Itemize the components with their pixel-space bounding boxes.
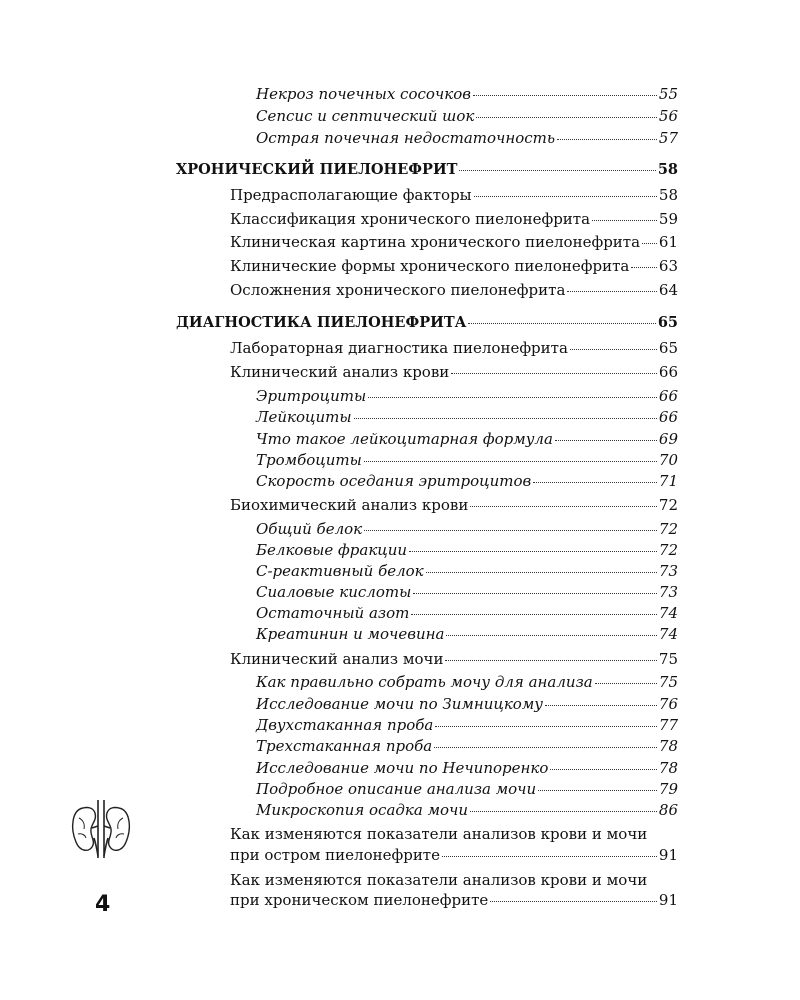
- dot-leader: [364, 530, 657, 531]
- dot-leader: [426, 572, 657, 573]
- toc-entry-page: 61: [658, 233, 678, 251]
- dot-leader: [413, 593, 657, 594]
- toc-entry[interactable]: [256, 737, 678, 755]
- toc-entry-page: 91: [658, 846, 678, 864]
- dot-leader: [490, 901, 657, 902]
- toc-entry-title-line1: Как изменяются показатели анализов крови и мочи: [230, 871, 648, 889]
- toc-entry-page: 72: [658, 520, 678, 538]
- toc-entry-title: Как правильно собрать мочу для анализа: [256, 673, 593, 691]
- dot-leader: [435, 726, 657, 727]
- toc-entry[interactable]: [230, 363, 678, 381]
- toc-entry-page: 58: [657, 161, 678, 178]
- dot-leader: [445, 660, 656, 661]
- toc-entry-page: 56: [658, 107, 678, 125]
- toc-entry-page: 69: [658, 430, 678, 448]
- dot-leader: [474, 196, 657, 197]
- dot-leader: [470, 506, 657, 507]
- toc-entry[interactable]: [256, 129, 678, 147]
- dot-leader: [446, 635, 656, 636]
- toc-entry[interactable]: [256, 716, 678, 734]
- toc-entry-title: Некроз почечных сосочков: [256, 85, 471, 103]
- toc-entry-title: Что такое лейкоцитарная формула: [256, 430, 553, 448]
- toc-entry-title: Исследование мочи по Нечипоренко: [256, 759, 549, 777]
- dot-leader: [557, 139, 657, 140]
- toc-entry-title: Сепсис и септический шок: [256, 107, 475, 125]
- dot-leader: [442, 856, 657, 857]
- toc-entry[interactable]: [256, 583, 678, 601]
- toc-entry[interactable]: [256, 107, 678, 125]
- toc-entry[interactable]: [256, 541, 678, 559]
- toc-entry-page: 86: [658, 801, 678, 819]
- dot-leader: [570, 349, 657, 350]
- dot-leader: [409, 551, 657, 552]
- toc-entry-title-line1: Как изменяются показатели анализов крови и мочи: [230, 825, 648, 843]
- toc-entry-page: 57: [658, 129, 678, 147]
- toc-entry-title: Исследование мочи по Зимницкому: [256, 695, 543, 713]
- dot-leader: [470, 811, 657, 812]
- toc-entry-page: 64: [658, 281, 678, 299]
- toc-entry-title: Подробное описание анализа мочи: [256, 780, 537, 798]
- toc-entry-page: 72: [658, 541, 678, 559]
- toc-entry-title: Скорость оседания эритроцитов: [256, 472, 532, 490]
- toc-entry-page: 73: [658, 562, 678, 580]
- toc-entry-page: 72: [658, 496, 678, 514]
- dot-leader: [411, 614, 657, 615]
- toc-entry[interactable]: [256, 604, 678, 622]
- toc-entry[interactable]: [256, 801, 678, 819]
- toc-entry[interactable]: [256, 562, 678, 580]
- dot-leader: [354, 418, 657, 419]
- toc-entry-page: 79: [658, 780, 678, 798]
- toc-entry-title: Классификация хронического пиелонефрита: [230, 210, 591, 228]
- dot-leader: [476, 117, 657, 118]
- dot-leader: [434, 747, 657, 748]
- toc-entry-title: Осложнения хронического пиелонефрита: [230, 281, 566, 299]
- toc-entry-title: Эритроциты: [256, 387, 367, 405]
- toc-entry[interactable]: [256, 451, 678, 469]
- toc-entry[interactable]: [256, 780, 678, 798]
- dot-leader: [592, 220, 657, 221]
- toc-section-title: ХРОНИЧЕСКИЙ ПИЕЛОНЕФРИТ: [176, 161, 458, 178]
- toc-entry-title: Острая почечная недостаточность: [256, 129, 556, 147]
- toc-entry-page: 65: [657, 314, 678, 331]
- toc-entry[interactable]: [256, 695, 678, 713]
- toc-entry-title: Двухстаканная проба: [256, 716, 434, 734]
- toc-entry-page: 75: [658, 650, 678, 668]
- toc-entry-title: Сиаловые кислоты: [256, 583, 412, 601]
- toc-entry-page: 70: [658, 451, 678, 469]
- toc-entry-title: Предрасполагающие факторы: [230, 186, 472, 204]
- toc-entry-page: 73: [658, 583, 678, 601]
- dot-leader: [473, 95, 657, 96]
- dot-leader: [567, 291, 657, 292]
- toc-entry-title: Клинический анализ крови: [230, 363, 450, 381]
- toc-entry[interactable]: [230, 496, 678, 514]
- dot-leader: [545, 705, 657, 706]
- dot-leader: [538, 790, 657, 791]
- page-number: 4: [95, 892, 111, 917]
- toc-section-title: ДИАГНОСТИКА ПИЕЛОНЕФРИТА: [176, 314, 467, 331]
- toc-entry-title: Трехстаканная проба: [256, 737, 433, 755]
- toc-section-heading[interactable]: [176, 314, 678, 332]
- dot-leader: [642, 243, 657, 244]
- toc-entry-title: Клинические формы хронического пиелонефрита: [230, 257, 630, 275]
- toc-entry[interactable]: [230, 281, 678, 299]
- toc-entry-title: Общий белок: [256, 520, 363, 538]
- toc-entry-title: Тромбоциты: [256, 451, 362, 469]
- toc-entry-page: 78: [658, 759, 678, 777]
- toc-entry[interactable]: [230, 891, 678, 909]
- toc-section-heading[interactable]: [176, 161, 678, 179]
- toc-entry[interactable]: [230, 186, 678, 204]
- dot-leader: [533, 482, 657, 483]
- toc-entry-title: Остаточный азот: [256, 604, 410, 622]
- toc-entry[interactable]: [230, 339, 678, 357]
- toc-entry-title: Биохимический анализ крови: [230, 496, 469, 514]
- toc-entry-page: 63: [658, 257, 678, 275]
- toc-entry-title: Белковые фракции: [256, 541, 408, 559]
- dot-leader: [550, 769, 657, 770]
- toc-entry-title: С-реактивный белок: [256, 562, 424, 580]
- toc-entry[interactable]: [256, 472, 678, 490]
- toc-entry[interactable]: [256, 673, 678, 691]
- toc-entry[interactable]: [230, 257, 678, 275]
- toc-entry-title: Клинический анализ мочи: [230, 650, 444, 668]
- dot-leader: [451, 373, 657, 374]
- dot-leader: [364, 461, 657, 462]
- toc-entry[interactable]: [256, 625, 678, 643]
- toc-entry-title: Лабораторная диагностика пиелонефрита: [230, 339, 568, 357]
- toc-entry-title: Микроскопия осадка мочи: [256, 801, 469, 819]
- dot-leader: [368, 397, 657, 398]
- toc-entry[interactable]: [256, 759, 678, 777]
- dot-leader: [459, 170, 655, 171]
- toc-entry[interactable]: [256, 85, 678, 103]
- toc-entry-page: 66: [658, 363, 678, 381]
- toc-entry-page: 66: [658, 408, 678, 426]
- toc-entry-page: 59: [658, 210, 678, 228]
- toc-entry[interactable]: [230, 846, 678, 864]
- toc-entry-title: Лейкоциты: [256, 408, 352, 426]
- dot-leader: [595, 683, 657, 684]
- toc-entry-page: 58: [658, 186, 678, 204]
- toc-entry-page: 66: [658, 387, 678, 405]
- toc-entry-page: 76: [658, 695, 678, 713]
- toc-entry-page: 75: [658, 673, 678, 691]
- toc-entry-title: Клиническая картина хронического пиелонефрита: [230, 233, 641, 251]
- toc-entry[interactable]: [256, 387, 678, 405]
- toc-entry-page: 91: [658, 891, 678, 909]
- toc-entry-page: 77: [658, 716, 678, 734]
- dot-leader: [631, 267, 657, 268]
- toc-entry-page: 78: [658, 737, 678, 755]
- toc-entry[interactable]: [256, 408, 678, 426]
- toc-entry-page: 74: [658, 625, 678, 643]
- toc-entry-page: 71: [658, 472, 678, 490]
- toc-entry-title: Креатинин и мочевина: [256, 625, 445, 643]
- toc-entry[interactable]: [230, 210, 678, 228]
- dot-leader: [468, 323, 655, 324]
- toc-entry[interactable]: [230, 233, 678, 251]
- toc-entry[interactable]: [230, 650, 678, 668]
- toc-entry[interactable]: [256, 430, 678, 448]
- kidneys-icon: [70, 798, 132, 860]
- toc-entry-page: 55: [658, 85, 678, 103]
- dot-leader: [555, 440, 657, 441]
- toc-entry-title: при остром пиелонефрите: [230, 846, 440, 864]
- toc-entry-title: при хроническом пиелонефрите: [230, 891, 489, 909]
- toc-entry[interactable]: [256, 520, 678, 538]
- toc-entry-page: 74: [658, 604, 678, 622]
- toc-entry-page: 65: [658, 339, 678, 357]
